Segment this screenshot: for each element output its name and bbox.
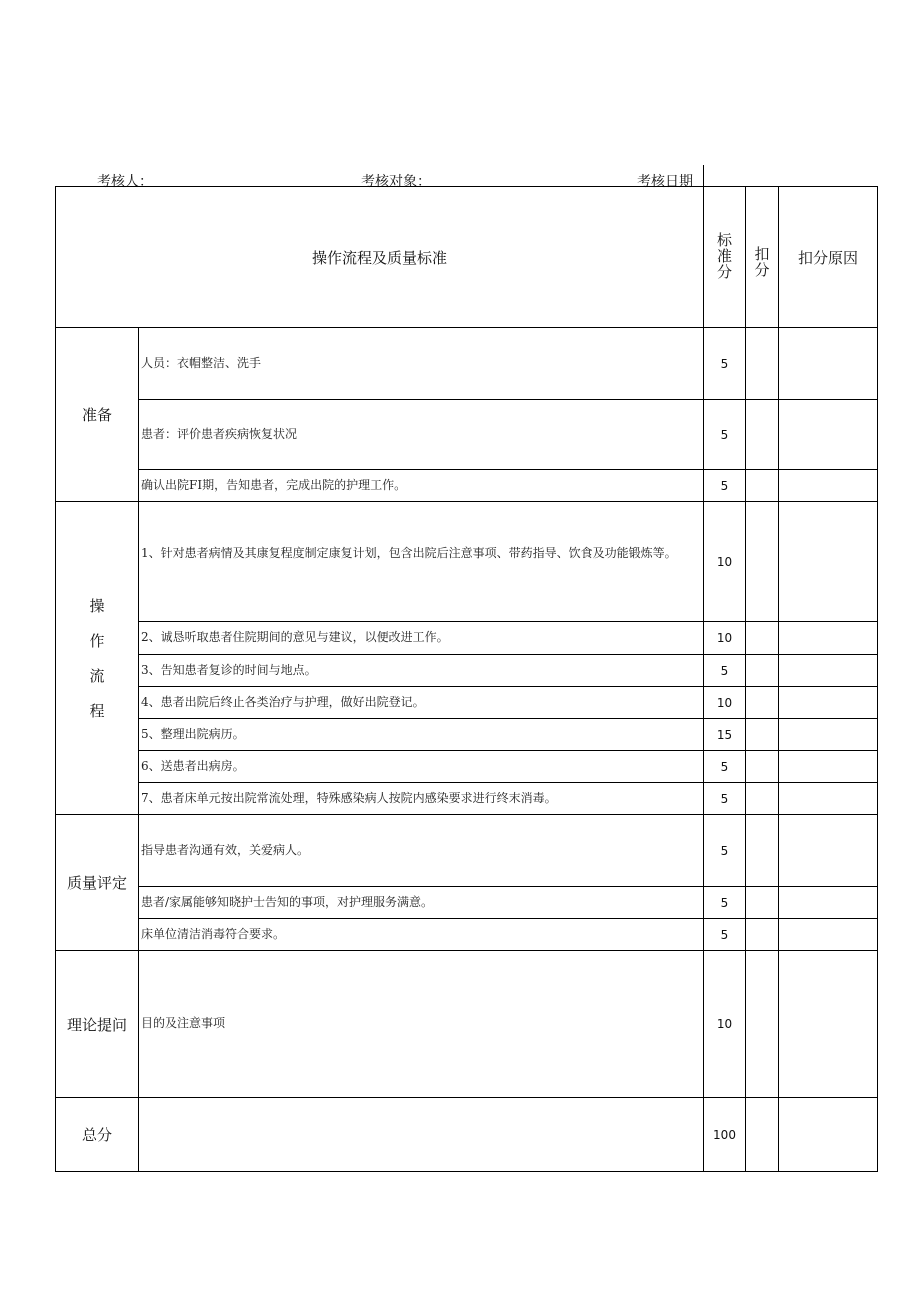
item-text: 4、患者出院后终止各类治疗与护理，做好出院登记。 bbox=[139, 687, 704, 719]
deduction-cell[interactable] bbox=[746, 470, 779, 502]
item-text: 患者：评价患者疾病恢复状况 bbox=[139, 400, 704, 470]
table-row bbox=[56, 719, 878, 751]
table-header-row bbox=[56, 187, 878, 328]
deduction-cell[interactable] bbox=[746, 655, 779, 687]
table-row bbox=[56, 887, 878, 919]
deduction-cell[interactable] bbox=[746, 1098, 779, 1172]
date-label: 考核日期 bbox=[637, 174, 693, 190]
deduction-cell[interactable] bbox=[746, 400, 779, 470]
deduction-cell[interactable] bbox=[746, 919, 779, 951]
subject-label: 考核对象： bbox=[361, 174, 431, 190]
deduction-cell[interactable] bbox=[746, 502, 779, 622]
deduction-cell[interactable] bbox=[746, 687, 779, 719]
total-row bbox=[56, 1098, 878, 1172]
total-score: 100 bbox=[704, 1098, 746, 1172]
deduction-reason-cell[interactable] bbox=[779, 815, 878, 887]
header-divider bbox=[703, 165, 704, 187]
deduction-reason-cell[interactable] bbox=[779, 919, 878, 951]
item-score: 5 bbox=[704, 328, 746, 400]
deduction-reason-cell[interactable] bbox=[779, 470, 878, 502]
table-row bbox=[56, 687, 878, 719]
deduction-reason-cell[interactable] bbox=[779, 622, 878, 655]
table-row bbox=[56, 751, 878, 783]
deduction-cell[interactable] bbox=[746, 719, 779, 751]
deduction-cell[interactable] bbox=[746, 951, 779, 1098]
table-row bbox=[56, 655, 878, 687]
deduction-cell[interactable] bbox=[746, 622, 779, 655]
examiner-label: 考核人： bbox=[97, 174, 153, 190]
deduction-reason-cell[interactable] bbox=[779, 887, 878, 919]
total-blank-cell bbox=[139, 1098, 704, 1172]
deduction-reason-header: 扣分原因 bbox=[779, 187, 878, 328]
deduction-reason-cell[interactable] bbox=[779, 655, 878, 687]
deduction-cell[interactable] bbox=[746, 328, 779, 400]
deduction-cell[interactable] bbox=[746, 783, 779, 815]
deduction-header: 扣分 bbox=[746, 187, 779, 328]
item-score: 10 bbox=[704, 622, 746, 655]
section-label-quality: 质量评定 bbox=[56, 815, 139, 951]
standard-score-header: 标准分 bbox=[704, 187, 746, 328]
item-score: 5 bbox=[704, 751, 746, 783]
item-score: 5 bbox=[704, 919, 746, 951]
table-row bbox=[56, 951, 878, 1098]
section-label-total: 总分 bbox=[56, 1098, 139, 1172]
item-score: 10 bbox=[704, 502, 746, 622]
item-score: 5 bbox=[704, 470, 746, 502]
item-text: 2、诚恳听取患者住院期间的意见与建议，以便改进工作。 bbox=[139, 622, 704, 655]
table-row bbox=[56, 919, 878, 951]
table-row bbox=[56, 783, 878, 815]
section-label-theory: 理论提问 bbox=[56, 951, 139, 1098]
item-score: 5 bbox=[704, 887, 746, 919]
table-row bbox=[56, 470, 878, 502]
procedure-header: 操作流程及质量标准 bbox=[56, 187, 704, 328]
item-text: 人员：衣帽整洁、洗手 bbox=[139, 328, 704, 400]
deduction-reason-cell[interactable] bbox=[779, 951, 878, 1098]
item-text: 目的及注意事项 bbox=[139, 951, 704, 1098]
item-text: 床单位清洁消毒符合要求。 bbox=[139, 919, 704, 951]
table-row bbox=[56, 502, 878, 622]
item-text: 3、告知患者复诊的时间与地点。 bbox=[139, 655, 704, 687]
deduction-reason-cell[interactable] bbox=[779, 1098, 878, 1172]
deduction-cell[interactable] bbox=[746, 887, 779, 919]
deduction-reason-cell[interactable] bbox=[779, 502, 878, 622]
item-score: 5 bbox=[704, 815, 746, 887]
deduction-cell[interactable] bbox=[746, 815, 779, 887]
section-label-operation: 操 作 流 程 bbox=[56, 502, 139, 815]
item-score: 15 bbox=[704, 719, 746, 751]
table-row bbox=[56, 328, 878, 400]
deduction-reason-cell[interactable] bbox=[779, 719, 878, 751]
item-score: 10 bbox=[704, 687, 746, 719]
item-text: 患者/家属能够知晓护士告知的事项，对护理服务满意。 bbox=[139, 887, 704, 919]
table-row bbox=[56, 400, 878, 470]
item-text: 确认出院FI期，告知患者，完成出院的护理工作。 bbox=[139, 470, 704, 502]
deduction-reason-cell[interactable] bbox=[779, 400, 878, 470]
item-text: 1、针对患者病情及其康复程度制定康复计划，包含出院后注意事项、带药指导、饮食及功能锻炼等。 bbox=[139, 502, 704, 622]
item-score: 5 bbox=[704, 400, 746, 470]
assessment-table bbox=[55, 186, 878, 1172]
item-score: 5 bbox=[704, 783, 746, 815]
item-text: 6、送患者出病房。 bbox=[139, 751, 704, 783]
table-row bbox=[56, 815, 878, 887]
section-label-prep: 准备 bbox=[56, 328, 139, 502]
deduction-reason-cell[interactable] bbox=[779, 751, 878, 783]
item-text: 指导患者沟通有效，关爱病人。 bbox=[139, 815, 704, 887]
deduction-cell[interactable] bbox=[746, 751, 779, 783]
item-score: 10 bbox=[704, 951, 746, 1098]
item-text: 5、整理出院病历。 bbox=[139, 719, 704, 751]
deduction-reason-cell[interactable] bbox=[779, 328, 878, 400]
deduction-reason-cell[interactable] bbox=[779, 783, 878, 815]
deduction-reason-cell[interactable] bbox=[779, 687, 878, 719]
table-row bbox=[56, 622, 878, 655]
item-score: 5 bbox=[704, 655, 746, 687]
item-text: 7、患者床单元按出院常流处理，特殊感染病人按院内感染要求进行终末消毒。 bbox=[139, 783, 704, 815]
